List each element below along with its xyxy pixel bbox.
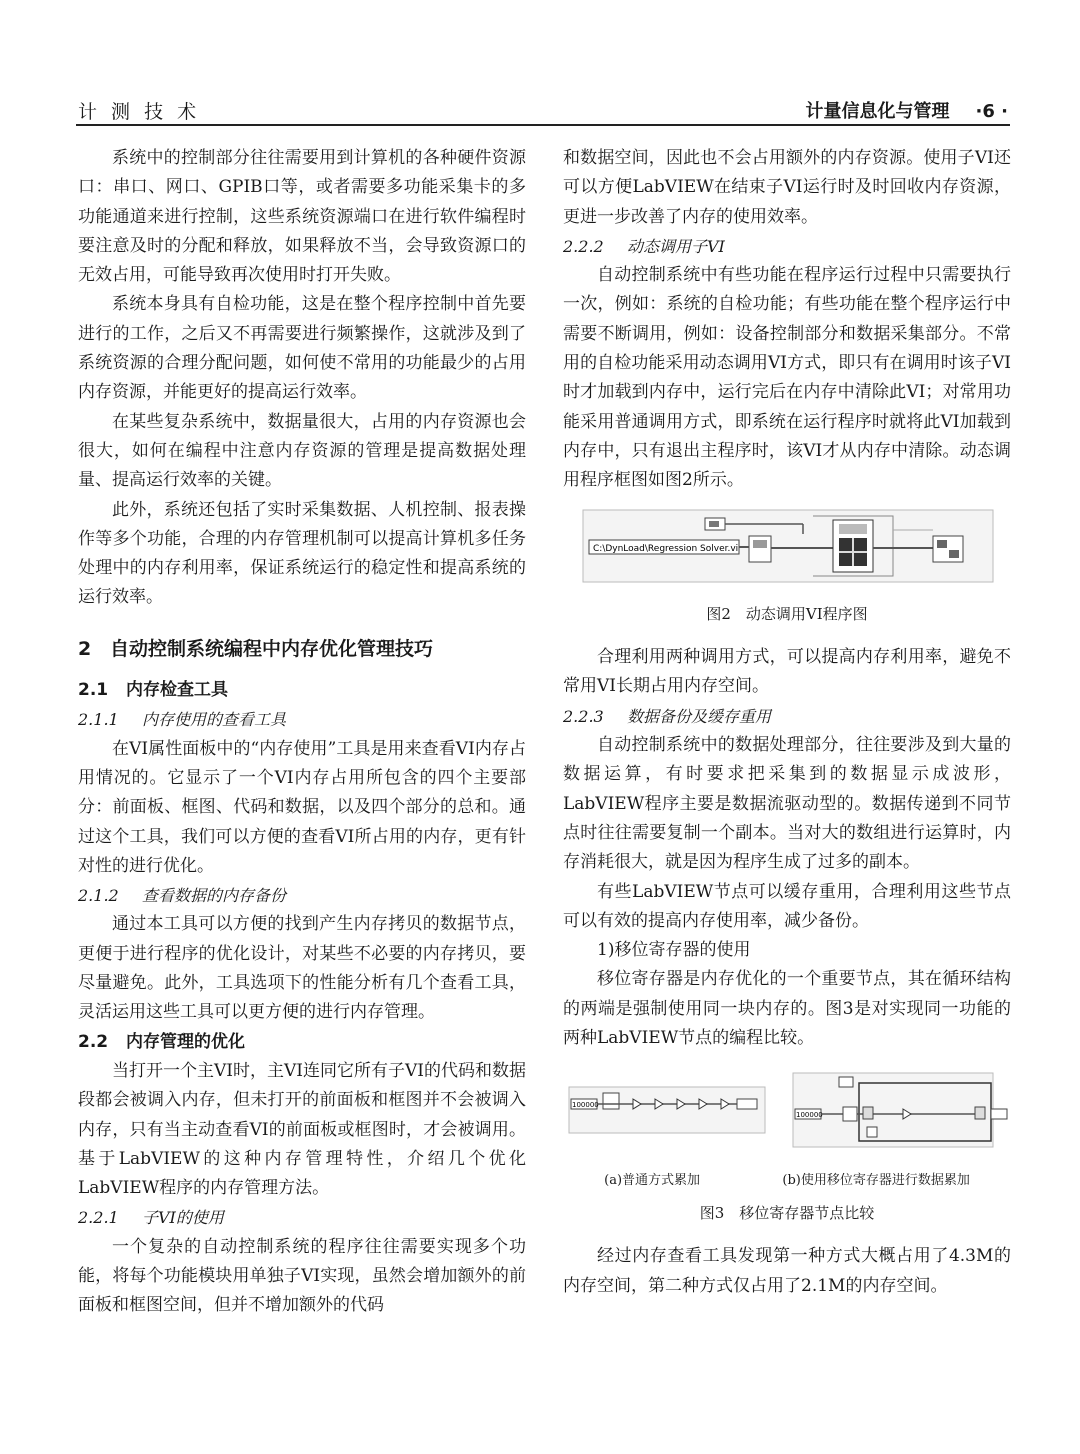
running-header-section bbox=[806, 97, 1008, 123]
subsubsection-heading bbox=[563, 232, 1011, 261]
section-heading bbox=[78, 635, 526, 664]
subsubsection-number: 2.2.3 bbox=[563, 706, 604, 726]
loop-count-constant-a: 100000 bbox=[572, 1101, 599, 1110]
subsubsection-title: 动态调用子VI bbox=[627, 236, 725, 256]
running-header-journal: 计 测 技 术 bbox=[78, 101, 201, 123]
figure-2 bbox=[563, 506, 1011, 630]
subsubsection-number: 2.1.2 bbox=[78, 886, 119, 906]
left-column bbox=[78, 144, 526, 1321]
figure-3-subcaptions bbox=[563, 1166, 1011, 1195]
section-number: 2 bbox=[78, 637, 92, 660]
paragraph: 系统本身具有自检功能，这是在整个程序控制中首先要进行的工作，之后又不再需要进行频繁操作，这就涉及到了系统资源的合理分配问题，如何使不常用的功能最少的占用内存资源，并能更好的提高运行效率。 bbox=[78, 294, 526, 403]
paragraph: 当打开一个主VI时，主VI连同它所有子VI的代码和数据段都会被调入内存，但未打开的前面板和框图并不会被调入内存，只有当主动查看VI的前面板或框图时，才会被调用。基于LabVIEW的这种内存管理特性，介绍几个优化LabVIEW程序的内存管理方法。 bbox=[78, 1060, 526, 1199]
paragraph: 有些LabVIEW节点可以缓存重用，合理利用这些节点可以有效的提高内存使用率，减少备份。 bbox=[563, 881, 1011, 931]
paragraph: 移位寄存器是内存优化的一个重要节点，其在循环结构的两端是强制使用同一块内存的。图3是对实现同一功能的两种LabVIEW节点的编程比较。 bbox=[563, 969, 1011, 1049]
paragraph: 此外，系统还包括了实时采集数据、人机控制、报表操作等多个功能，合理的内存管理机制可以提高计算机多任务处理中的内存利用率，保证系统运行的稳定性和提高系统的运行效率。 bbox=[78, 499, 526, 608]
paragraph: 和数据空间，因此也不会占用额外的内存资源。使用子VI还可以方便LabVIEW在结束子VI运行时及时回收内存资源，更进一步改善了内存的使用效率。 bbox=[563, 148, 1011, 227]
paragraph: 系统中的控制部分往往需要用到计算机的各种硬件资源口：串口、网口、GPIB口等，或者需要多功能采集卡的多功能通道来进行控制，这些系统资源端口在进行软件编程时要注意及时的分配和释放，如果释放不当，会导致资源口的无效占用，可能导致再次使用时打开失败。 bbox=[78, 148, 526, 286]
section-title: 自动控制系统编程中内存优化管理技巧 bbox=[110, 637, 434, 660]
subsubsection-number: 2.2.2 bbox=[563, 236, 604, 256]
paragraph: 通过本工具可以方便的找到产生内存拷贝的数据节点，更便于进行程序的优化设计，对某些不必要的内存拷贝，要尽量避免。此外，工具选项下的性能分析有几个查看工具，灵活运用这些工具可以更方便的进行内存管理。 bbox=[78, 914, 526, 1023]
paragraph: 经过内存查看工具发现第一种方式大概占用了4.3M的内存空间，第二种方式仅占用了2.1M的内存空间。 bbox=[563, 1246, 1011, 1296]
dynamic-call-diagram bbox=[563, 506, 1011, 586]
subsubsection-heading bbox=[78, 881, 526, 910]
subsubsection-title: 查看数据的内存备份 bbox=[142, 886, 287, 906]
subsubsection-heading bbox=[78, 705, 526, 734]
paragraph: 一个复杂的自动控制系统的程序往往需要实现多个功能，将每个功能模块用单独子VI实现，虽然会增加额外的前面板和框图空间，但并不增加额外的代码 bbox=[78, 1236, 526, 1316]
paragraph: 合理利用两种调用方式，可以提高内存利用率，避免不常用VI长期占用内存空间。 bbox=[563, 647, 1011, 697]
subsubsection-title: 数据备份及缓存重用 bbox=[627, 706, 772, 726]
figure-3-caption: 图3 移位寄存器节点比较 bbox=[699, 1203, 875, 1222]
subsection-number: 2.2 bbox=[78, 1031, 109, 1052]
paragraph: 1)移位寄存器的使用 bbox=[597, 940, 751, 961]
subcaption-a: (a)普通方式累加 bbox=[604, 1172, 701, 1188]
figure-2-caption: 图2 动态调用VI程序图 bbox=[706, 604, 868, 623]
paragraph: 自动控制系统中有些功能在程序运行过程中只需要执行一次，例如：系统的自检功能；有些功能在整个程序运行中需要不断调用，例如：设备控制部分和数据采集部分。不常用的自检功能采用动态调用VI方式，即只有在调用时该子VI时才加载到内存中，运行完后在内存中清除此VI；对常用功能采用普通调用方式，即系统在运行程序时就将此VI加载到内存中，只有退出主程序时，该VI才从内存中清除。动态调用程序框图如图2所示。 bbox=[563, 265, 1011, 491]
figure-3 bbox=[563, 1063, 1011, 1228]
subsection-title: 内存管理的优化 bbox=[126, 1031, 245, 1052]
subcaption-b: (b)使用移位寄存器进行数据累加 bbox=[782, 1172, 970, 1188]
subsection-title: 内存检查工具 bbox=[126, 680, 228, 701]
subsubsection-title: 内存使用的查看工具 bbox=[142, 710, 287, 730]
right-column bbox=[563, 144, 1011, 1301]
subsubsection-heading bbox=[78, 1203, 526, 1232]
loop-count-constant-b: 100000 bbox=[796, 1111, 823, 1120]
header-rule bbox=[76, 124, 1010, 126]
subsection-heading bbox=[78, 1028, 526, 1057]
page-number: ·6 · bbox=[975, 101, 1008, 122]
subsubsection-number: 2.2.1 bbox=[78, 1208, 119, 1228]
subsubsection-heading bbox=[563, 702, 1011, 731]
paragraph: 自动控制系统中的数据处理部分，往往要涉及到大量的数据运算，有时要求把采集到的数据显示成波形，LabVIEW程序主要是数据流驱动型的。数据传递到不同节点时往往需要复制一个副本。当对大的数组进行运算时，内存消耗很大，就是因为程序生成了过多的副本。 bbox=[563, 735, 1011, 873]
section-title: 计量信息化与管理 bbox=[805, 101, 950, 122]
vi-path-constant: C:\DynLoad\Regression Solver.vi bbox=[593, 543, 739, 554]
subsection-heading bbox=[78, 676, 526, 705]
subsubsection-title: 子VI的使用 bbox=[142, 1208, 224, 1228]
subsection-number: 2.1 bbox=[78, 680, 109, 701]
paragraph: 在VI属性面板中的“内存使用”工具是用来查看VI内存占用情况的。它显示了一个VI内存占用所包含的四个主要部分：前面板、框图、代码和数据，以及四个部分的总和。通过这个工具，我们可以方便的查看VI所占用的内存，更有针对性的进行优化。 bbox=[78, 738, 526, 876]
shift-register-diagram bbox=[563, 1063, 1011, 1153]
subsubsection-number: 2.1.1 bbox=[78, 710, 119, 730]
paragraph: 在某些复杂系统中，数据量很大，占用的内存资源也会很大，如何在编程中注意内存资源的管理是提高数据处理量、提高运行效率的关键。 bbox=[78, 411, 526, 491]
